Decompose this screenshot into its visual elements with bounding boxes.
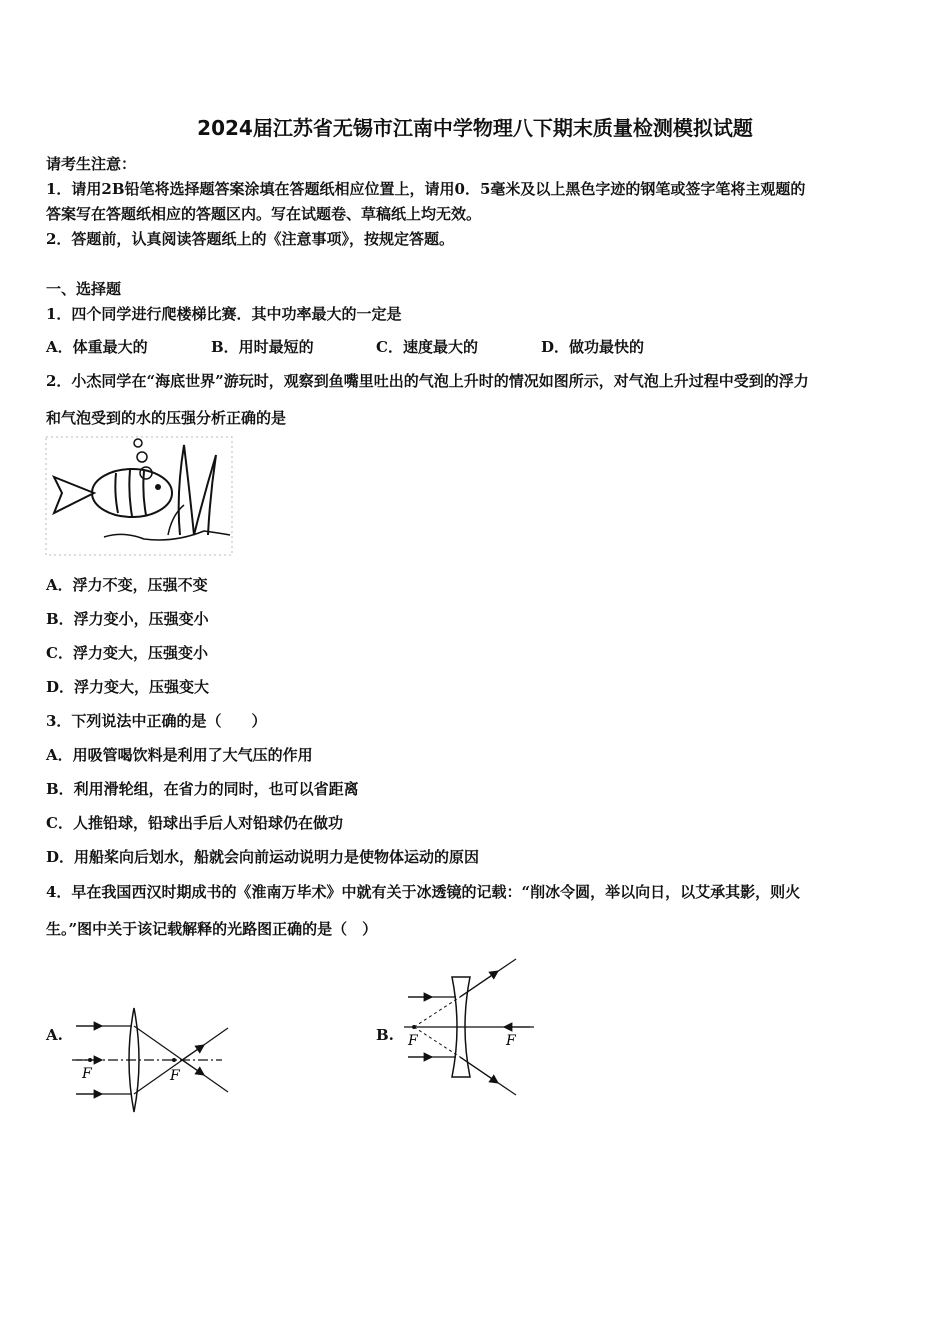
question-3-stem: 3．下列说法中正确的是（ ） [46,712,267,730]
question-4-stem-line-2: 生。”图中关于该记载解释的光路图正确的是（ ） [46,920,378,938]
question-2-option-c[interactable]: C．浮力变大，压强变小 [46,644,208,662]
question-1-option-a[interactable]: A．体重最大的 [46,338,148,356]
convex-lens-diagram [72,1000,242,1120]
bubble-icon [137,452,147,462]
notice-item-1-line-2: 答案写在答题纸相应的答题区内。写在试题卷、草稿纸上均无效。 [46,205,482,223]
question-2-option-b[interactable]: B．浮力变小，压强变小 [46,610,209,628]
question-2-option-d[interactable]: D．浮力变大，压强变大 [46,678,210,696]
bubble-icon [134,439,142,447]
question-2-option-a[interactable]: A．浮力不变，压强不变 [46,576,208,594]
notice-item-2: 2．答题前，认真阅读答题纸上的《注意事项》，按规定答题。 [46,230,454,248]
notice-heading: 请考生注意： [46,155,137,173]
section-heading: 一、选择题 [46,280,122,298]
question-1-stem: 1．四个同学进行爬楼梯比赛．其中功率最大的一定是 [46,305,402,323]
question-4-option-b-label[interactable]: B. [376,1026,394,1044]
question-2-stem-line-1: 2．小杰同学在“海底世界”游玩时，观察到鱼嘴里吐出的气泡上升时的情况如图所示，对气泡上升过程中受到的浮力 [46,372,809,390]
question-3-option-a[interactable]: A．用吸管喝饮料是利用了大气压的作用 [46,746,313,764]
question-4-stem-line-1: 4．早在我国西汉时期成书的《淮南万毕术》中就有关于冰透镜的记载：“削冰令圆，举以向日，以艾承其影，则火 [46,883,801,901]
page-title: 2024届江苏省无锡市江南中学物理八下期末质量检测模拟试题 [197,116,753,140]
question-1-option-b[interactable]: B．用时最短的 [211,338,314,356]
question-2-stem-line-2: 和气泡受到的水的压强分析正确的是 [46,409,287,427]
question-1-options [46,336,644,357]
question-3-option-c[interactable]: C．人推铅球，铅球出手后人对铅球仍在做功 [46,814,343,832]
concave-lens-diagram [400,955,540,1105]
seaweed-icon [179,445,194,535]
notice-item-1-line-1: 1．请用2B铅笔将选择题答案涂填在答题纸相应位置上，请用0．5毫米及以上黑色字迹的钢笔或签字笔将主观题的 [46,180,806,198]
question-1-option-c[interactable]: C．速度最大的 [376,338,478,356]
focus-label-right: F [506,1033,516,1049]
question-3-option-d[interactable]: D．用船桨向后划水，船就会向前运动说明力是使物体运动的原因 [46,848,480,866]
question-3-option-b[interactable]: B．利用滑轮组，在省力的同时，也可以省距离 [46,780,359,798]
question-1-option-d[interactable]: D．做功最快的 [541,338,645,356]
focus-label-left: F [408,1033,418,1049]
question-4-option-a-label[interactable]: A. [46,1026,63,1044]
focus-label-left: F [82,1066,92,1082]
fish-bubbles-figure [44,435,234,557]
focus-label-right: F [170,1068,180,1084]
